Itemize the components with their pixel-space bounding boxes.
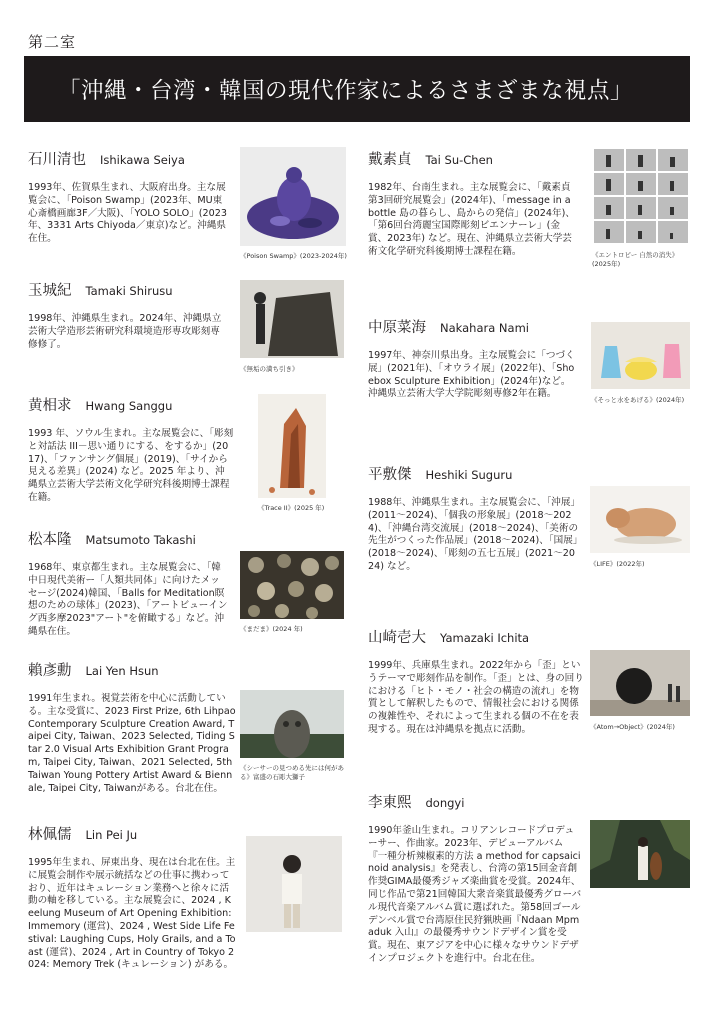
- artist-name: 平敷傑 Heshiki Suguru: [368, 467, 513, 483]
- artist-nakahara: [368, 316, 580, 401]
- artwork-image-madama: [240, 551, 344, 619]
- artist-tamaki: [28, 279, 228, 351]
- artwork-caption: 《エントロピー 自然の消失》(2025年): [592, 251, 679, 268]
- artist-bio: 1993年、佐賀県生まれ、大阪府出身。主な展覧会に、「Poison Swamp」(2023年、MU東心斎橋画廊3F／大阪)、「YOLO SOLO」(2023年、3331 Arts Chiyoda／東京)など。沖縄県在住。: [28, 182, 227, 245]
- artwork-caption: 《シーサーの見つめる先には何がある》富盛の石彫大獅子: [240, 764, 344, 781]
- artist-name: 中原菜海 Nakahara Nami: [368, 320, 529, 336]
- artwork-image-tamaki: [240, 280, 344, 358]
- artwork-caption: 《Poison Swamp》(2023-2024年): [240, 252, 347, 260]
- artist-lin: [28, 823, 236, 972]
- artist-yamazaki: [368, 626, 584, 737]
- artwork-caption: 《Atom→Object》(2024年): [590, 723, 675, 731]
- title-banner: [24, 56, 690, 122]
- banner-title: 「沖縄・台湾・韓国の現代作家によるさまざまな視点」: [58, 78, 634, 104]
- artist-hwang: [28, 394, 234, 505]
- artist-name: 林佩儒 Lin Pei Ju: [28, 827, 138, 843]
- artist-bio: 1990年釜山生まれ。コリアンレコードプロデューサー、作曲家。2023年、デビューアルバム『一種分析辣椒素的方法 a method for capsaicinoid analysis』を発表し、台湾の第15回金音創作奨GIMA最優秀ジャズ楽曲賞を受賞。2024年、同じ作品で第21回韓国大衆音楽賞最優秀グローバル現代音楽アルバム賞に選ばれた。第58回ゴールデンベル賞で台湾原住民狩猟映画『Ndaan Mpmaduk 入山』の最優秀サウンドデザイン賞を受賞。現在、東アジアを中心に様々なサウンドデザインプロジェクトを進行中。台北在住。: [368, 825, 582, 964]
- artist-dongyi: [368, 791, 582, 966]
- artwork-caption: 《無垢の満ち引き》: [240, 365, 299, 373]
- artist-bio: 1997年、神奈川県出身。主な展覧会に「つづく展」(2021年)、「オウライ展」(2022年)、「Shoebox Sculpture Exhibition」(2024年)など。沖縄県立芸術大学大学院彫刻専修2年在籍。: [368, 350, 575, 400]
- artist-name: 黄相求 Hwang Sanggu: [28, 398, 173, 414]
- artist-heshiki: [368, 463, 580, 574]
- artist-ishikawa: [28, 148, 228, 246]
- artwork-image-entropy: [592, 147, 690, 245]
- artist-bio: 1993 年、ソウル生まれ。主な展覧会に、「彫刻と対話法 III－思い通りにする、をするか」(2017)、「ファンサング個展」(2019)、「サイから見える差異」(2024) など。2025 年より、沖縄県立芸術大学芸術文化学研究科後期博士課程在籍。: [28, 428, 234, 503]
- artist-photo-dongyi: [590, 820, 690, 888]
- artist-name: 玉城紀 Tamaki Shirusu: [28, 283, 173, 299]
- artist-bio: 1982年、台南生まれ。主な展覧会に、「戴素貞第3回研究展覧会」(2024年)、「message in a bottle 島の暮らし、島からの発信」(2024年)、「第6回台湾麗宝国際彫刻ビエンナーレ」(金賞、2023年) など。現在、沖縄県立芸術大学芸術文化学研究科後期博士課程在籍。: [368, 182, 575, 257]
- artwork-image-trace: [258, 394, 326, 498]
- artwork-image-poison-swamp: [240, 147, 346, 246]
- room-label: 第二室: [28, 33, 77, 51]
- artist-bio: 1968年、東京都生まれ。主な展覧会に、「韓中日現代美術ー「人類共同体」に向けたメッセージ(2024)韓国、「Balls for Meditation瞑想のための球体」(2023)、「アートビューイング西多摩2023"アート"を俯瞰する」など。沖縄県在住。: [28, 562, 228, 637]
- artwork-image-atom: [590, 650, 690, 716]
- artist-bio: 1991年生まれ。視覚芸術を中心に活動している。主な受賞に、2023 First Prize, 6th Lihpao Contemporary Sculpture Creation Award, Taipei City, Taiwan、2023 Selected, Tiding Star 2.0 Visual Arts Exhibition Grant Program, Taipei City, Taiwan、2021 Selected, 5th Taiwan Young Pottery Artist Award & Biennale, Taipei City, Taiwanがある。台北在住。: [28, 693, 236, 794]
- artist-name: 松本隆 Matsumoto Takashi: [28, 532, 196, 548]
- artwork-image-life: [590, 486, 690, 553]
- artist-name: 戴素貞 Tai Su-Chen: [368, 152, 493, 168]
- artist-bio: 1995年生まれ、屏東出身、現在は台北在住。主に展覧会制作や展示統括などの仕事に携わっており、近年はキュレーション業務へと徐々に活動の軸を移している。主な展覧会に、2024 , Keelung Museum of Art Opening Exhibition: Immemory (運営)、2024 , West Side Life Festival: Laughing Cups, Holy Grails, and a Toast (運営)、2024 , Art in Country of Tokyo 2024: Memory Trek (キュレーション) がある。: [28, 857, 236, 971]
- artwork-caption: 《まだま》(2024 年): [240, 625, 303, 633]
- artist-name: 賴彥勳 Lai Yen Hsun: [28, 663, 159, 679]
- artwork-caption: 《LIFE》(2022年): [590, 560, 645, 568]
- artist-photo-lin: [246, 836, 342, 932]
- artist-bio: 1988年、沖縄県生まれ。主な展覧会に、「沖展」(2011～2024)、「個我の形象展」(2018～2024)、「沖縄台湾交流展」(2018～2024)、「美術の先生がつくった作品展」(2018～2024)、「国展」(2018～2024)、「彫刻の五七五展」(2021～2024) など。: [368, 497, 579, 572]
- artist-bio: 1998年、沖縄県生まれ。2024年、沖縄県立芸術大学造形芸術研究科環境造形専攻彫刻専修修了。: [28, 313, 222, 350]
- artwork-image-water: [591, 322, 690, 389]
- artist-lai: [28, 659, 236, 795]
- artist-tai: [368, 148, 576, 259]
- artist-matsumoto: [28, 528, 228, 639]
- artist-name: 李東熙 dongyi: [368, 795, 465, 811]
- artwork-caption: 《Trace II》(2025 年): [258, 504, 325, 512]
- artwork-image-shisa: [240, 690, 344, 758]
- artist-name: 石川清也 Ishikawa Seiya: [28, 152, 185, 168]
- artist-name: 山崎壱大 Yamazaki Ichita: [368, 630, 530, 646]
- artwork-caption: 《そっと水をあげる》(2024年): [591, 396, 685, 404]
- artist-bio: 1999年、兵庫県生まれ。2022年から「歪」というテーマで彫刻作品を制作。「歪」とは、身の回りにおける「ヒト・モノ・社会の構造の流れ」を物質として解釈したもので、情報社会における関係の複雑性や、それによって生まれる個の不在を表現する。現在は沖縄県を拠点に活動。: [368, 660, 584, 735]
